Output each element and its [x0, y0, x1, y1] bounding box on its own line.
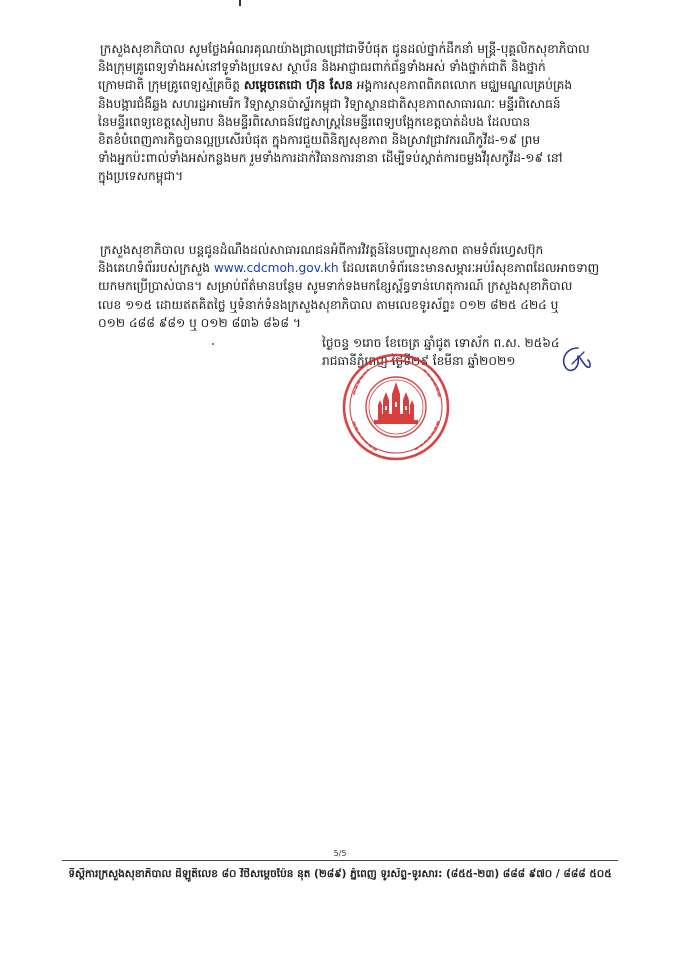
paragraph-line: ទាំងអ្នកប៉ះពាល់ទាំងអស់កន្លងមក រួមទាំងការដាក់វិធានការនានា ដើម្បីទប់ស្កាត់ការចម្លងវីរុសកូវីដ-១៩ នៅ [98, 151, 563, 166]
paragraph-line: និងក្រុមគ្រូពេទ្យទាំងអស់នៅទូទាំងប្រទេស ស្ថាប័ន និងអាជ្ញាធរពាក់ព័ន្ធទាំងអស់ ទាំងថ្នាក់ជាតិ និងថ្នាក់ [98, 60, 546, 75]
solar-date: រាជធានីភ្នំពេញ ថ្ងៃទី២៩ ខែមីនា ឆ្នាំ២០២១ [322, 354, 516, 368]
ministry-seal-icon [340, 352, 452, 462]
paragraph-line: ក្រសួងសុខាភិបាល សូមថ្លែងអំណរគុណយ៉ាងជ្រាលជ្រៅជាទីបំផុត ជូនដល់ថ្នាក់ដឹកនាំ មន្ត្រី-បុគ្គលិកសុខាភិបាល [100, 42, 590, 56]
paragraph-line: ក្នុងប្រទេសកម្ពុជា។ [98, 169, 184, 184]
information-paragraph [98, 241, 608, 332]
scan-dot [212, 343, 214, 345]
paragraph-line: លេខ ១១៥ ដោយឥតគិតថ្លៃ ឬទំនាក់ទំនងក្រសួងសុខាភិបាល តាមលេខទូរស័ព្ទ៖ ០១២ ៨២៥ ៤២៤ ឬ [98, 297, 559, 312]
paragraph-line: យកមកប្រើប្រាស់បាន។ សម្រាប់ព័ត៌មានបន្ថែម សូមទាក់ទងមកខ្សែស្ព័ន្ធទាន់ហេតុការណ៍ ក្រសួងសុខាភិបាល [98, 279, 573, 294]
lunar-date: ថ្ងៃចន្ទ ១រោច ខែចេត្រ ឆ្នាំជូត ទោស័ក ព.ស. ២៥៦៤ [322, 336, 560, 350]
paragraph-line: ក្រសួងសុខាភិបាល បន្តជូនដំណឹងដល់សាធារណជនអំពីការវិវត្តន៍នៃបញ្ហាសុខភាព តាមទំព័រហ្វេសប៊ុក [100, 243, 544, 257]
prime-minister-name: សម្តេចតេជោ ហ៊ុន សែន [243, 78, 353, 93]
paragraph-line: ខិតខំបំពេញភារកិច្ចបានល្អប្រសើរបំផុត ក្នុងការជួយពិនិត្យសុខភាព និងស្រាវជ្រាវករណីកូវីដ-១៩ ព្រម [98, 133, 541, 148]
paragraph-line [98, 259, 608, 277]
paragraph-text: អង្គការសុខភាពពិភពលោក មជ្ឈមណ្ឌលគ្រប់គ្រង [352, 78, 573, 93]
footer-divider [62, 860, 618, 861]
acknowledgement-paragraph [98, 40, 608, 186]
paragraph-line: និងបង្ការជំងឺឆ្លង សហរដ្ឋអាមេរិក វិទ្យាស្ថានប៉ាស្ទ័រកម្ពុជា វិទ្យាស្ថានជាតិសុខភាពសាធារណៈ មន្ទីរពិសោធន៍ [98, 96, 561, 111]
signature-icon [556, 342, 596, 378]
scan-mark [239, 0, 241, 6]
paragraph-text: និងគេហទំព័ររបស់ក្រសួង [98, 261, 210, 276]
page-number: 5/5 [333, 849, 347, 858]
paragraph-text: ក្រោមជាតិ ក្រុមគ្រូពេទ្យស្ម័គ្រចិត្ត [98, 78, 240, 93]
website-link[interactable]: www.cdcmoh.gov.kh [213, 261, 339, 276]
paragraph-line [98, 76, 608, 94]
paragraph-line: នៃមន្ទីរពេទ្យខេត្តសៀមរាប និងមន្ទីរពិសោធន៍វេជ្ជសាស្ត្រនៃមន្ទីរពេទ្យបង្អែកខេត្តបាត់ដំបង ដែលបាន [98, 114, 531, 129]
paragraph-text: ដែលគេហទំព័រនេះមានសម្ភារៈអប់រំសុខភាពដែលអាចទាញ [338, 261, 600, 276]
footer-address: ទីស្តីការក្រសួងសុខាភិបាល ដីឡូតិ៍លេខ ៨០ វិថីសម្តេចប៉ែន នុត (២៨៩) ភ្នំពេញ ទូរស័ព្ទ-ទូរសារ: (៨៥៥-២៣) ៨៨៨ ៩៧០ / ៨៨៨ ៥០៥ [68, 868, 612, 880]
paragraph-line: ០១២ ៤៨៨ ៩៨១ ឬ ០១២ ៨៣៦ ៨៦៨ ។ [98, 315, 301, 330]
